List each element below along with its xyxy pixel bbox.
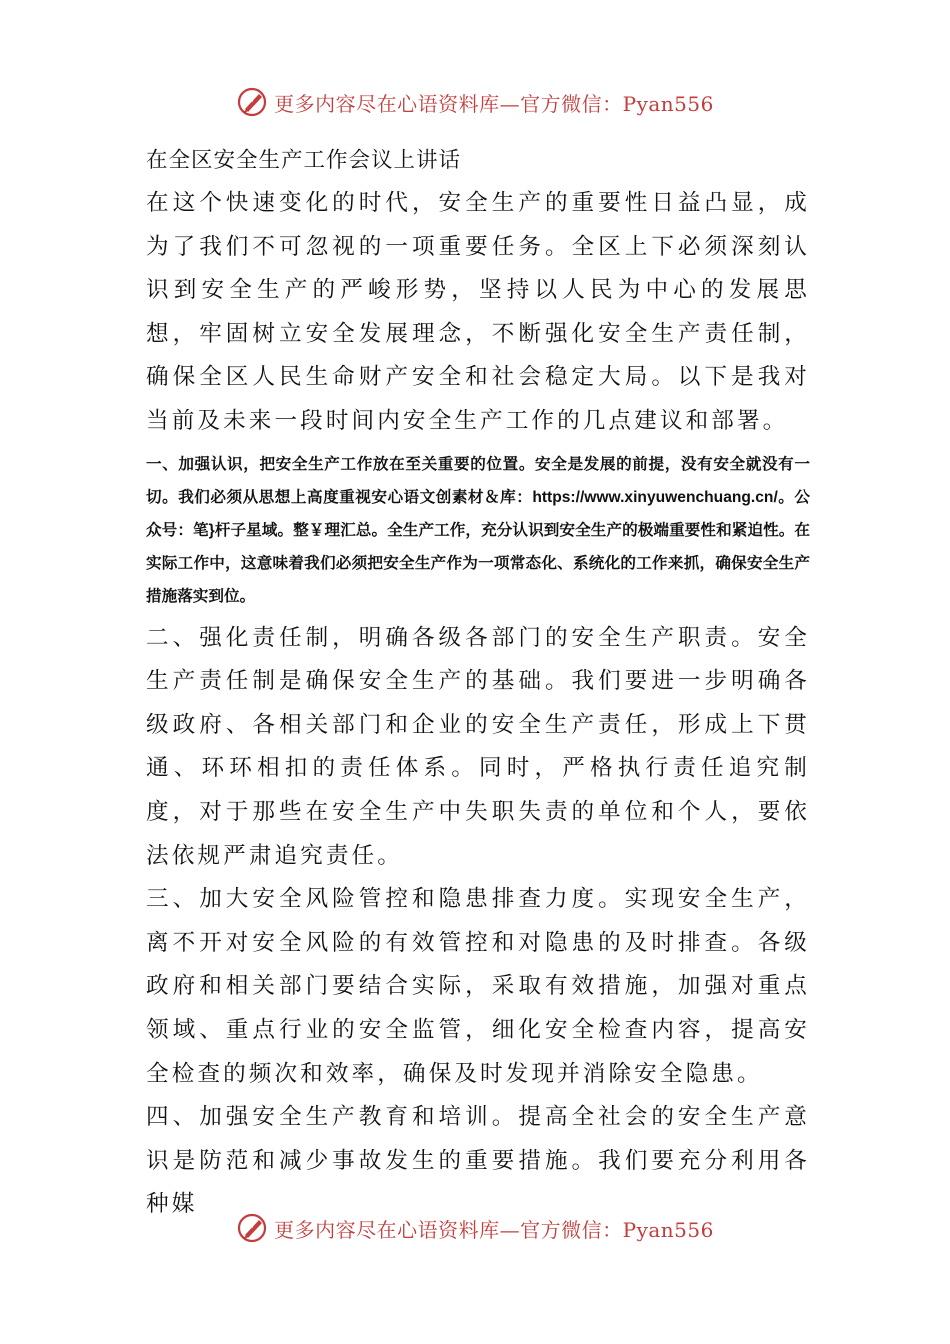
section-3-paragraph: 三、加大安全风险管控和隐患排查力度。实现安全生产，离不开对安全风险的有效管控和对隐患的及时排查。各级政府和相关部门要结合实际，采取有效措施，加强对重点领域、重点行业的安全监管，细化安全检查内容，提高安全检查的频次和效率，确保及时发现并消除安全隐患。 [146,886,810,1087]
footer-banner [0,1208,950,1248]
header-banner [0,82,950,122]
pen-seal-icon [236,85,270,119]
banner-text: 更多内容尽在心语资料库—官方微信：Pyan556 [274,91,714,116]
document-title: 在全区安全生产工作会议上讲话 [146,148,462,173]
section-4-paragraph: 四、加强安全生产教育和培训。提高全社会的安全生产意识是防范和减少事故发生的重要措施。我们要充分利用各种媒 [146,1104,810,1218]
intro-paragraph: 在这个快速变化的时代，安全生产的重要性日益凸显，成为了我们不可忽视的一项重要任务。全区上下必须深刻认识到安全生产的严峻形势，坚持以人民为中心的发展思想，牢固树立安全发展理念，不断强化安全生产责任制，确保全区人民生命财产安全和社会稳定大局。以下是我对当前及未来一段时间内安全生产工作的几点建议和部署。 [146,190,810,434]
banner-text: 更多内容尽在心语资料库—官方微信：Pyan556 [274,1217,714,1242]
section-1-paragraph: 一、加强认识，把安全生产工作放在至关重要的位置。安全是发展的前提，没有安全就没有一切。我们必须从思想上高度重视安心语文创素材＆库：https://www.xinyuwenchuang.cn/。公众号：笔}杆子星域。整￥理汇总。全生产工作，充分认识到安全生产的极端重要性和紧迫性。在实际工作中，这意味着我们必须把安全生产作为一项常态化、系统化的工作来抓，确保安全生产措施落实到位。 [146,455,810,605]
document-body [146,140,810,1227]
section-2-paragraph: 二、强化责任制，明确各级各部门的安全生产职责。安全生产责任制是确保安全生产的基础。我们要进一步明确各级政府、各相关部门和企业的安全生产责任，形成上下贯通、环环相扣的责任体系。同时，严格执行责任追究制度，对于那些在安全生产中失职失责的单位和个人，要依法依规严肃追究责任。 [146,624,810,869]
pen-seal-icon [236,1211,270,1245]
